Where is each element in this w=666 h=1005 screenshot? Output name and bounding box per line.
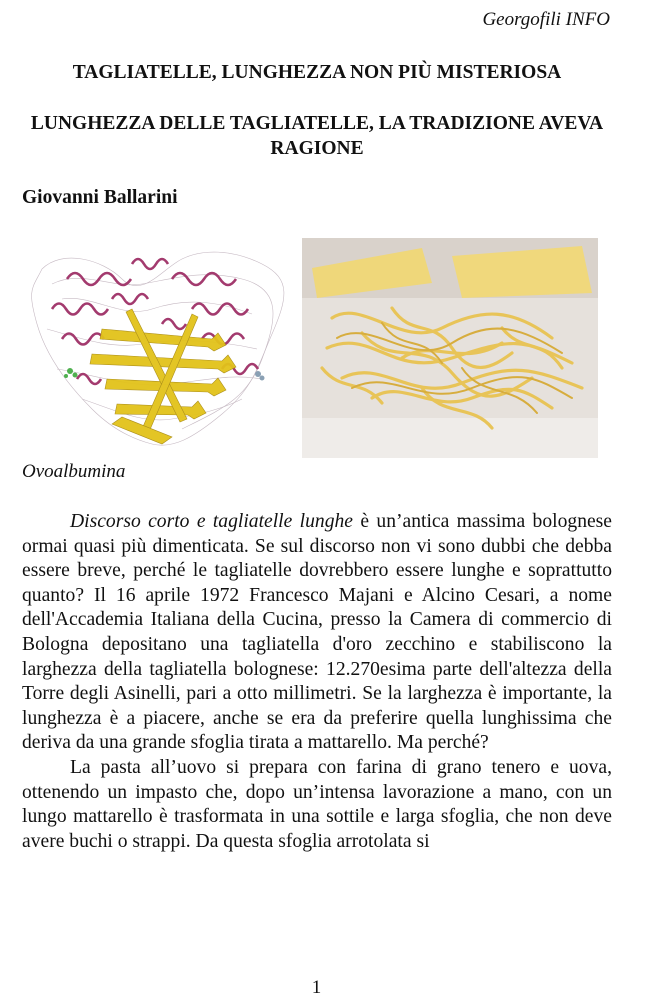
paragraph-1-text: è un’antica massima bolognese ormai quasi più dimenticata. Se sul discorso non vi sono dubbi che debba essere breve, perché le tagliatelle dovrebbero essere lunghe e soprattutto quanto? Il 16 aprile 1972 Francesco Majani e Alcino Cesari, a nome dell'Accademia Italiana della Cucina, presso la Camera di commercio di Bologna depositano una tagliatella d'oro zecchino e stabiliscono la larghezza della tagliatella bolognese: 12.270esima parte dell'altezza della Torre degli Asinelli, pari a otto millimetri. Se la larghezza è importante, la lunghezza è a piacere, anche se era da preferire quella lunghissima che deriva da una grande sfoglia tirata a mattarello. Ma perché? <box>22 511 613 754</box>
main-title: TAGLIATELLE, LUNGHEZZA NON PIÙ MISTERIOSA <box>72 62 562 83</box>
paragraph-2: La pasta all’uovo si prepara con farina di grano tenero e uova, ottenendo un impasto che, dopo un’intensa lavorazione a mano, con un lungo mattarello è trasformata in una sottile e larga sfoglia, che non deve avere buchi o strappi. Da questa sfoglia arrotolata si <box>22 756 612 852</box>
subtitle: LUNGHEZZA DELLE TAGLIATELLE, LA TRADIZIONE AVEVA RAGIONE <box>30 113 604 159</box>
page-number: 1 <box>311 977 322 998</box>
tagliatelle-photo <box>302 238 598 458</box>
figure-caption: Ovoalbumina <box>22 461 126 482</box>
opening-maxim: Discorso corto e tagliatelle lunghe <box>70 511 353 532</box>
article-body <box>22 510 612 854</box>
paragraph-1 <box>22 510 612 756</box>
author-name: Giovanni Ballarini <box>22 187 178 208</box>
ovalbumin-protein-image <box>22 239 298 457</box>
publication-header: Georgofili INFO <box>482 9 610 30</box>
